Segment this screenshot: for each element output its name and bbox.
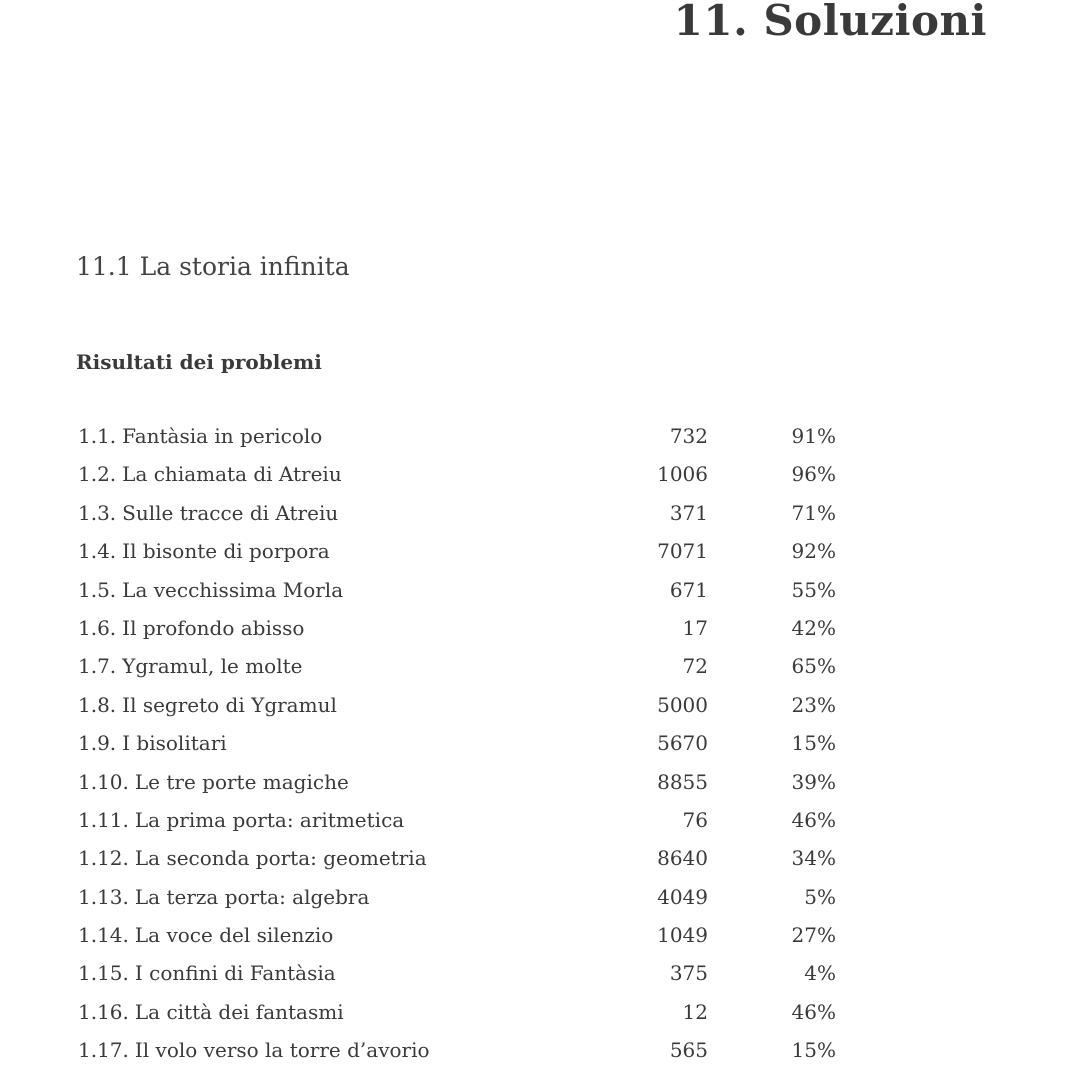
problem-answer: 7071: [657, 539, 708, 564]
problem-number: 1.11.: [78, 807, 129, 832]
problem-answer: 72: [682, 654, 708, 679]
problem-number: 1.2.: [78, 462, 117, 487]
problem-label: [78, 801, 404, 839]
problem-answer: 375: [669, 961, 708, 986]
problem-answer: 76: [682, 807, 708, 832]
table-row: [78, 993, 840, 1031]
problem-answer: 1049: [657, 923, 708, 948]
results-table: [78, 417, 840, 1070]
problem-label: [78, 686, 337, 724]
problem-percent: 39%: [791, 769, 836, 794]
problem-percent: 42%: [791, 615, 836, 640]
problem-title: Ygramul, le molte: [122, 654, 303, 679]
problem-answer: 8855: [657, 769, 708, 794]
problem-percent: 23%: [791, 692, 836, 717]
problem-percent: 46%: [791, 999, 836, 1024]
problem-number: 1.15.: [78, 961, 129, 986]
problem-answer: 12: [682, 999, 708, 1024]
problem-label: [78, 763, 349, 801]
problem-percent: 34%: [791, 846, 836, 871]
problem-number: 1.4.: [78, 539, 117, 564]
problem-percent: 46%: [791, 807, 836, 832]
problem-number: 1.12.: [78, 846, 129, 871]
problem-number: 1.6.: [78, 615, 117, 640]
problem-label: [78, 609, 304, 647]
problem-label: [78, 494, 338, 532]
table-row: [78, 801, 840, 839]
table-row: [78, 954, 840, 992]
problem-title: La prima porta: aritmetica: [134, 807, 405, 832]
problem-label: [78, 455, 342, 493]
problem-answer: 8640: [657, 846, 708, 871]
problem-percent: 5%: [804, 884, 836, 909]
problem-number: 1.7.: [78, 654, 117, 679]
problem-number: 1.14.: [78, 923, 129, 948]
problem-title: La seconda porta: geometria: [134, 846, 427, 871]
problem-label: [78, 916, 333, 954]
problem-answer: 671: [669, 577, 708, 602]
problem-percent: 71%: [791, 500, 836, 525]
problem-label: [78, 1031, 430, 1069]
problem-percent: 92%: [791, 539, 836, 564]
problem-answer: 17: [682, 615, 708, 640]
problem-label: [78, 647, 302, 685]
problem-label: [78, 417, 322, 455]
problem-percent: 91%: [791, 424, 836, 448]
problem-title: La vecchissima Morla: [122, 577, 344, 602]
problem-title: La voce del silenzio: [134, 923, 334, 948]
problem-title: La chiamata di Atreiu: [122, 462, 342, 487]
chapter-title: 11. Soluzioni: [673, 0, 987, 45]
problem-percent: 15%: [791, 731, 836, 756]
problem-title: La città dei fantasmi: [134, 999, 344, 1024]
problem-number: 1.16.: [78, 999, 129, 1024]
section-title: 11.1 La storia infinita: [76, 252, 350, 281]
table-row: [78, 571, 840, 609]
problem-title: La terza porta: algebra: [134, 884, 370, 909]
problem-title: I bisolitari: [122, 731, 227, 756]
problem-number: 1.17.: [78, 1038, 129, 1063]
problem-label: [78, 993, 344, 1031]
problem-label: [78, 954, 336, 992]
problem-answer: 5000: [657, 692, 708, 717]
problem-label: [78, 878, 369, 916]
problem-number: 1.13.: [78, 884, 129, 909]
problem-title: Il profondo abisso: [122, 615, 305, 640]
problem-answer: 1006: [657, 462, 708, 487]
problem-title: I confini di Fantàsia: [134, 961, 336, 986]
problem-label: [78, 724, 227, 762]
problem-title: Il segreto di Ygramul: [122, 692, 337, 717]
problem-label: [78, 571, 343, 609]
problem-number: 1.10.: [78, 769, 129, 794]
problem-answer: 565: [669, 1038, 708, 1063]
problem-label: [78, 839, 427, 877]
problem-title: Il volo verso la torre d’avorio: [134, 1038, 430, 1063]
problem-number: 1.3.: [78, 500, 117, 525]
table-row: [78, 763, 840, 801]
table-row: [78, 916, 840, 954]
problem-answer: 371: [669, 500, 708, 525]
table-row: [78, 686, 840, 724]
problem-label: [78, 532, 330, 570]
problem-percent: 27%: [791, 923, 836, 948]
problem-percent: 15%: [791, 1038, 836, 1063]
problem-title: Sulle tracce di Atreiu: [122, 500, 339, 525]
table-row: [78, 1031, 840, 1069]
problem-answer: 732: [669, 424, 708, 448]
problem-percent: 4%: [804, 961, 836, 986]
table-row: [78, 878, 840, 916]
table-row: [78, 724, 840, 762]
problem-title: Le tre porte magiche: [134, 769, 349, 794]
problem-percent: 65%: [791, 654, 836, 679]
table-row: [78, 455, 840, 493]
problem-title: Fantàsia in pericolo: [122, 424, 323, 448]
problem-answer: 4049: [657, 884, 708, 909]
problem-percent: 96%: [791, 462, 836, 487]
problem-title: Il bisonte di porpora: [122, 539, 330, 564]
problem-number: 1.1.: [78, 424, 117, 448]
problem-number: 1.8.: [78, 692, 117, 717]
problem-answer: 5670: [657, 731, 708, 756]
table-row: [78, 417, 840, 455]
problem-percent: 55%: [791, 577, 836, 602]
table-row: [78, 647, 840, 685]
table-row: [78, 839, 840, 877]
subsection-title: Risultati dei problemi: [76, 350, 322, 374]
table-row: [78, 532, 840, 570]
table-row: [78, 494, 840, 532]
table-row: [78, 609, 840, 647]
problem-number: 1.9.: [78, 731, 117, 756]
problem-number: 1.5.: [78, 577, 117, 602]
